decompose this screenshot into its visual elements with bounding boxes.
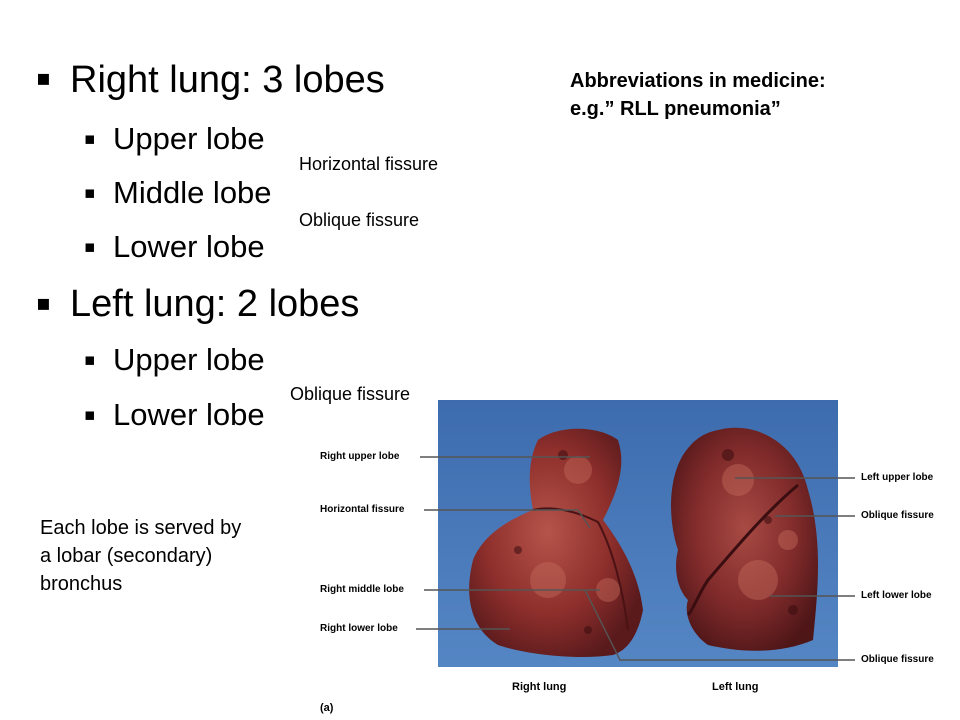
note-line: a lobar (secondary) — [40, 545, 213, 567]
leader-line — [585, 590, 855, 660]
right-upper-lobe: Upper lobe — [113, 121, 265, 156]
bullet-square-icon: ▪ — [84, 237, 96, 257]
label-right-middle-lobe: Right middle lobe — [320, 584, 404, 595]
caption-right-lung: Right lung — [512, 681, 567, 693]
bullet-square-icon: ▪ — [36, 66, 51, 91]
label-horizontal-fissure: Horizontal fissure — [320, 504, 405, 515]
heading-left-lung: Left lung: 2 lobes — [70, 283, 360, 325]
label-right-lower-lobe: Right lower lobe — [320, 623, 398, 634]
bullet-square-icon: ▪ — [84, 405, 96, 425]
bullet-square-icon: ▪ — [84, 183, 96, 203]
heading-right-lung: Right lung: 3 lobes — [70, 59, 385, 101]
leader-line — [578, 510, 590, 528]
right-lower-lobe: Lower lobe — [113, 229, 265, 264]
horizontal-fissure-label: Horizontal fissure — [299, 154, 439, 174]
abbreviations-example: e.g.” RLL pneumonia” — [570, 98, 781, 120]
left-lower-lobe: Lower lobe — [113, 397, 265, 432]
bullet-square-icon: ▪ — [84, 129, 96, 149]
label-oblique-fissure: Oblique fissure — [861, 654, 934, 665]
left-upper-lobe: Upper lobe — [113, 342, 265, 377]
caption-panel-letter: (a) — [320, 702, 334, 714]
oblique-fissure-label: Oblique fissure — [299, 210, 420, 230]
label-left-lower-lobe: Left lower lobe — [861, 590, 932, 601]
note-line: Each lobe is served by — [40, 517, 242, 539]
right-middle-lobe: Middle lobe — [113, 175, 272, 210]
label-left-upper-lobe: Left upper lobe — [861, 472, 934, 483]
oblique-fissure-label: Oblique fissure — [290, 384, 411, 404]
caption-left-lung: Left lung — [712, 681, 759, 693]
bullet-square-icon: ▪ — [36, 291, 51, 316]
label-oblique-fissure: Oblique fissure — [861, 510, 934, 521]
abbreviations-line: Abbreviations in medicine: — [570, 70, 826, 92]
bullet-square-icon: ▪ — [84, 350, 96, 370]
note-line: bronchus — [40, 573, 123, 595]
label-right-upper-lobe: Right upper lobe — [320, 451, 400, 462]
